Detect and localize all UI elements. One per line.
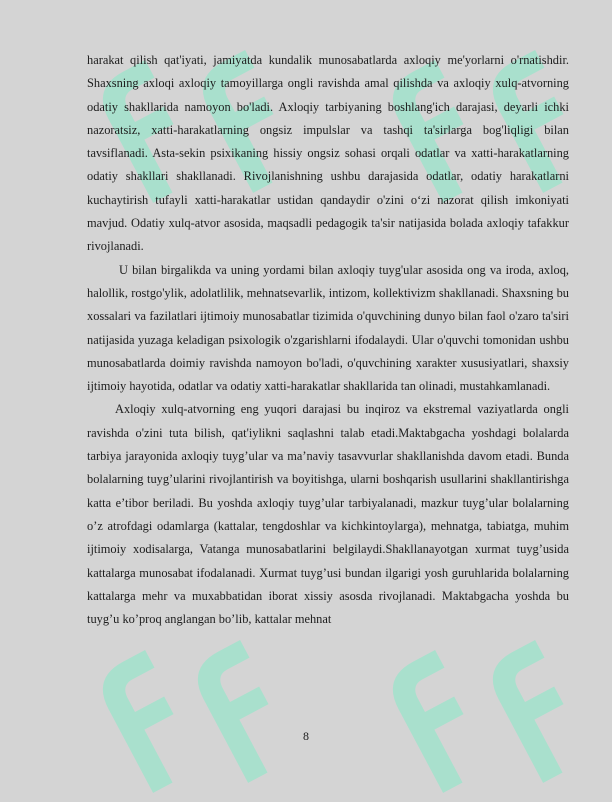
paragraph-1: harakat qilish qat'iyati, jamiyatda kundalik munosabatlarda axloqiy me'yorlarni o'rnatishdir. Shaxsning axloqi axloqiy tamoyillarga ongli ravishda amal qilishda va axloqiy xulq-atvorning odatiy shakllarida namoyon bo'ladi. Axloqiy tarbiyaning boshlang'ich darajasi, deyarli ichki nazoratsiz, xatti-harakatlarning ongsiz impulslar va tashqi ta'sirlarga bog'liqligi bilan tavsiflanadi. Asta-sekin psixikaning hissiy ongsiz sohasi orqali odatlar va xatti-harakatlarning odatiy shakllari shakllanadi. Rivojlanishning ushbu darajasida odatlar, odatiy harakatlarni kuchaytirish tufayli xatti-harakatlar ustidan qandaydir o'zini o‘zi nazorat qilish imkoniyati mavjud. Odatiy xulq-atvor asosida, maqsadli pedagogik ta'sir natijasida bolada axloqiy tafakkur rivojlanadi. — [87, 53, 569, 254]
page-number: 8 — [303, 729, 309, 743]
paragraph-3: Axloqiy xulq-atvorning eng yuqori darajasi bu inqiroz va ekstremal vaziyatlarda ongli ravishda o'zini tuta bilish, qat'iylikni saqlashni talab etadi.Maktabgacha yoshdagi bolalarda tarbiya jarayonida axloqiy tuyg’ular va ma’naviy tasavvurlar shakllanishda davom etadi. Bunda bolalarning tuyg’ularini rivojlantirish va boyitishga, ularni boshqarish usullarini shakllantirishga katta e’tibor beriladi. Bu yoshda axloqiy tuyg’ular tarbiyalanadi, mazkur tuyg’ular bolalarning o’z atrofdagi odamlarga (kattalar, tengdoshlar va kichkintoylarga), mehnatga, tabiatga, muhim ijtimoiy xodisalarga, Vatanga munosabatlarini belgilaydi.Shakllanayotgan xurmat tuyg’usida kattalarga munosabat ifodalanadi. Xurmat tuyg’usi bundan ilgarigi yosh guruhlarida bolalarning kattalarga mehr va muxabbatidan iborat xissiy asosda rivojlanadi. Maktabgacha yoshda bu tuyg’u ko’proq anglangan bo’lib, kattalar mehnat — [87, 402, 569, 627]
paragraph-2: U bilan birgalikda va uning yordami bilan axloqiy tuyg'ular asosida ong va iroda, axloq, halollik, rostgo'ylik, adolatlilik, mehnatsevarlik, intizom, kollektivizm shakllanadi. Shaxsning bu xossalari va fazilatlari ijtimoiy munosabatlar tizimida o'quvchining dunyo bilan faol o'zaro ta'siri natijasida yuzaga keladigan psixologik o'zgarishlarni ifodalaydi. Ular o'quvchi tomonidan ushbu munosabatlarda doimiy ravishda namoyon bo'ladi, o'quvchining xarakter xususiyatlari, shaxsiy ijtimoiy hayotida, odatlar va odatiy xatti-harakatlar shakllarida tan olinadi, mustahkamlanadi. — [87, 262, 569, 394]
body-text — [87, 49, 569, 631]
